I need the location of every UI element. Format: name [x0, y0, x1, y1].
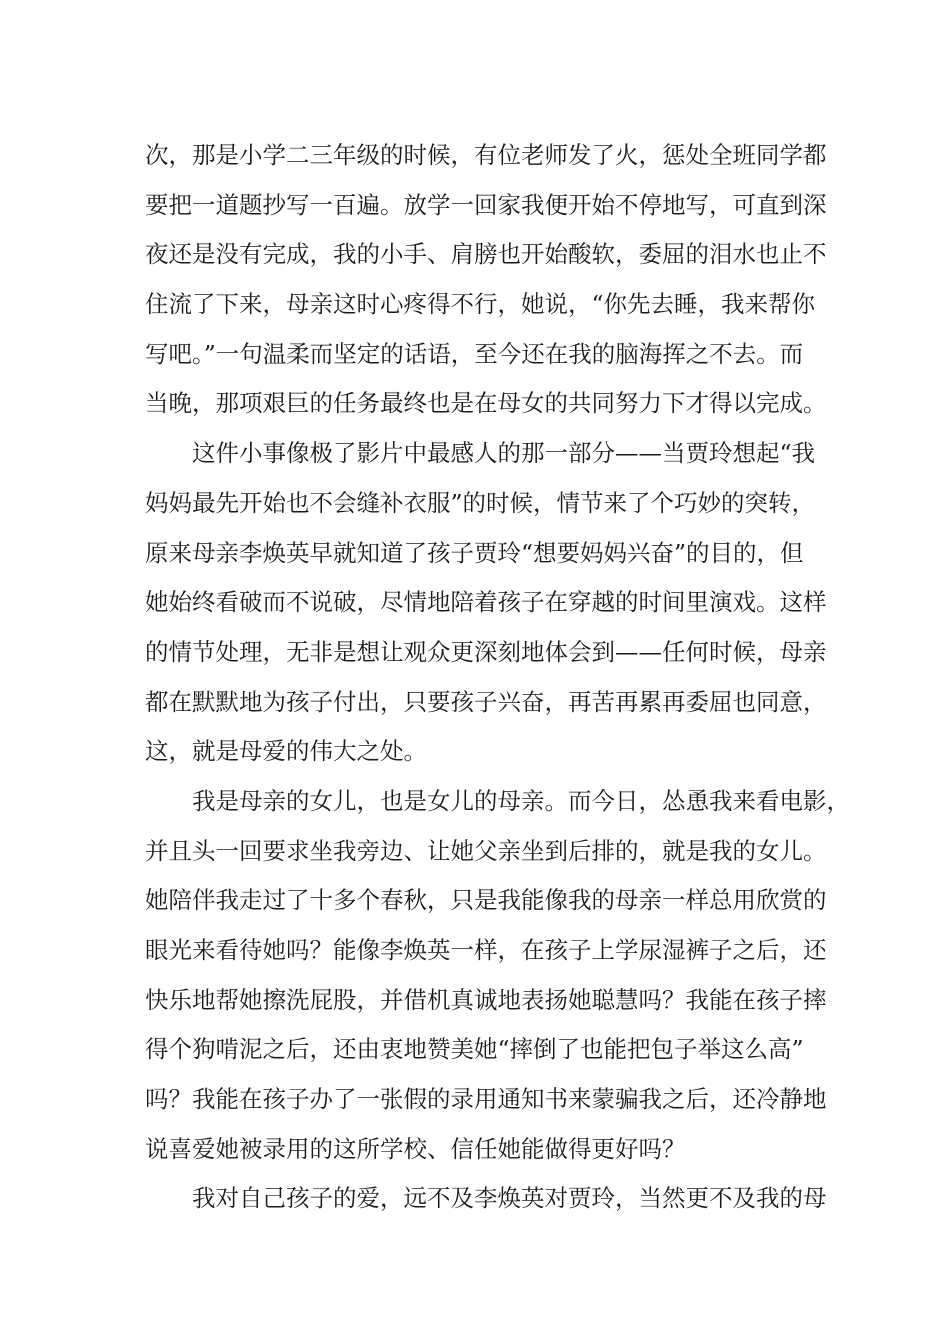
text-line: 说喜爱她被录用的这所学校、信任她能做得更好吗？ — [145, 1134, 686, 1163]
text-line: 这件小事像极了影片中最感人的那一部分——当贾玲想起“我 — [192, 439, 816, 468]
text-line: 夜还是没有完成，我的小手、肩膀也开始酸软，委屈的泪水也止不 — [145, 240, 827, 269]
text-line: 都在默默地为孩子付出，只要孩子兴奋，再苦再累再委屈也同意， — [145, 687, 827, 716]
text-line: 的情节处理，无非是想让观众更深刻地体会到——任何时候，母亲 — [145, 637, 827, 666]
text-line: 眼光来看待她吗？能像李焕英一样，在孩子上学尿湿裤子之后，还 — [145, 936, 827, 964]
text-line: 妈妈最先开始也不会缝补衣服”的时候，情节来了个巧妙的突转， — [145, 488, 816, 517]
text-line: 快乐地帮她擦洗屁股，并借机真诚地表扬她聪慧吗？我能在孩子摔 — [145, 985, 827, 1014]
text-line: 写吧。”一句温柔而坚定的话语，至今还在我的脑海挥之不去。而 — [145, 339, 804, 368]
text-line: 得个狗啃泥之后，还由衷地赞美她“摔倒了也能把包子举这么高” — [145, 1035, 804, 1064]
text-line: 她陪伴我走过了十多个春秋，只是我能像我的母亲一样总用欣赏的 — [145, 886, 827, 915]
text-line: 住流了下来，母亲这时心疼得不行，她说，“你先去睡，我来帮你 — [145, 290, 816, 319]
paragraph — [145, 1174, 827, 1224]
text-line: 吗？我能在孩子办了一张假的录用通知书来蒙骗我之后，还冷静地 — [145, 1085, 827, 1114]
text-line: 次，那是小学二三年级的时候，有位老师发了火，惩处全班同学都 — [145, 141, 827, 169]
document-body — [145, 131, 850, 1224]
text-line: 并且头一回要求坐我旁边、让她父亲坐到后排的，就是我的女儿。 — [145, 836, 827, 865]
paragraph — [145, 777, 850, 1175]
paragraph — [145, 429, 827, 777]
text-line: 原来母亲李焕英早就知道了孩子贾玲“想要妈妈兴奋”的目的，但 — [145, 538, 804, 567]
text-line: 当晚，那项艰巨的任务最终也是在母女的共同努力下才得以完成。 — [145, 389, 827, 418]
text-line: 我对自己孩子的爱，远不及李焕英对贾玲，当然更不及我的母 — [192, 1184, 827, 1213]
paragraph — [145, 131, 827, 429]
text-line: 我是母亲的女儿，也是女儿的母亲。而今日，怂恿我来看电影， — [192, 786, 850, 815]
text-line: 她始终看破而不说破，尽情地陪着孩子在穿越的时间里演戏。这样 — [145, 588, 827, 617]
text-line: 这，就是母爱的伟大之处。 — [145, 737, 427, 766]
text-line: 要把一道题抄写一百遍。放学一回家我便开始不停地写，可直到深 — [145, 190, 827, 219]
